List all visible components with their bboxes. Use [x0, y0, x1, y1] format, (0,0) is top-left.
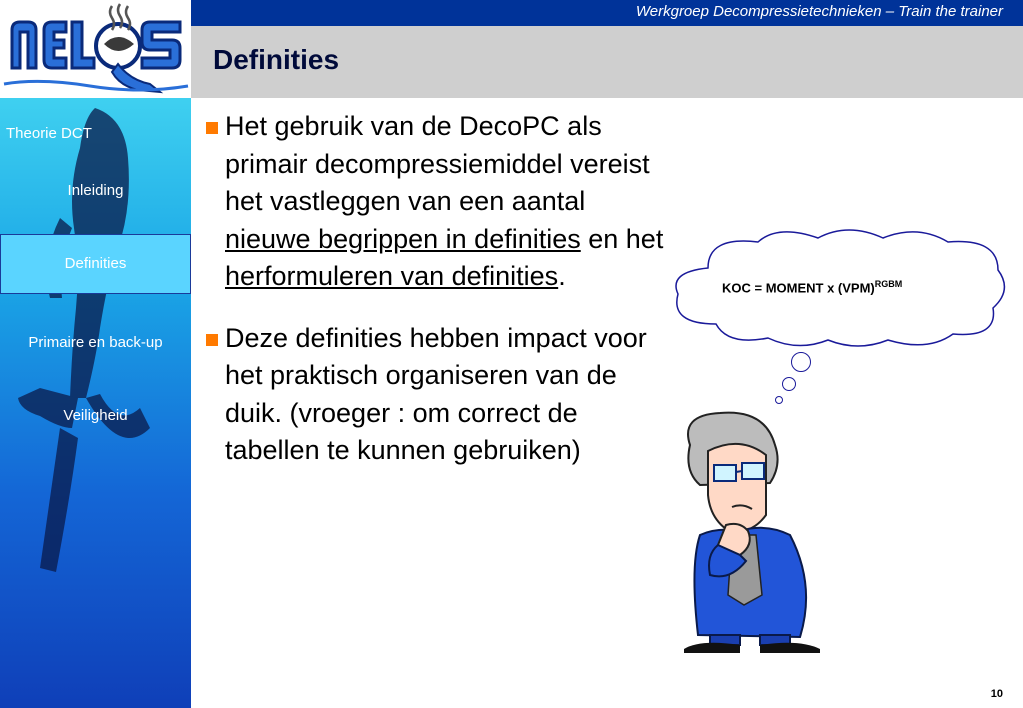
bullet-1-text-start: Het gebruik van de DecoPC als primair decompressiemiddel vereist het vastleggen van een aantal [225, 111, 650, 216]
course-title: Werkgroep Decompressietechnieken – Train the trainer [635, 3, 1003, 20]
bullet-2-text: Deze definities hebben impact voor het praktisch organiseren van de duik. (vroeger : om correct de tabellen te kunnen gebruiken) [225, 322, 647, 465]
sidebar-item-veiligheid[interactable]: Veiligheid [63, 407, 128, 424]
thought-bubble-large [791, 352, 811, 372]
formula-text: KOC = MOMENT x (VPM) [722, 280, 875, 296]
sidebar-section-title: Theorie DCT [6, 125, 92, 142]
bullet-square-icon [206, 122, 218, 134]
sidebar-item-definities[interactable]: Definities [0, 234, 191, 294]
slide-title: Definities [213, 44, 340, 75]
slide-content [203, 108, 668, 470]
bullet-1-underlined-reformulate: herformuleren van definities [225, 261, 559, 291]
bullet-1-underlined-new-concepts: nieuwe begrippen in definities [225, 223, 581, 254]
sidebar-item-primaire-en-back-up[interactable]: Primaire en back-up [28, 334, 163, 351]
title-bar [191, 26, 1023, 98]
cloud-formula [722, 279, 902, 295]
nelos-logo [0, 0, 191, 98]
header-bar [191, 0, 1023, 26]
sidebar-item-inleiding[interactable]: Inleiding [67, 182, 124, 199]
bullet-1-text-mid: en het [580, 223, 664, 254]
formula-superscript: RGBM [874, 279, 903, 289]
thinking-man-illustration [670, 405, 845, 655]
bullet-square-icon [206, 334, 218, 346]
sidebar [0, 98, 191, 708]
bullet-2 [203, 320, 668, 470]
logo-graphic [0, 0, 191, 98]
page-number: 10 [990, 688, 1003, 700]
bullet-1-text-end: . [558, 261, 566, 291]
thought-bubble-small [775, 396, 783, 404]
bullet-1 [203, 108, 668, 296]
thought-bubble-medium [782, 377, 796, 391]
